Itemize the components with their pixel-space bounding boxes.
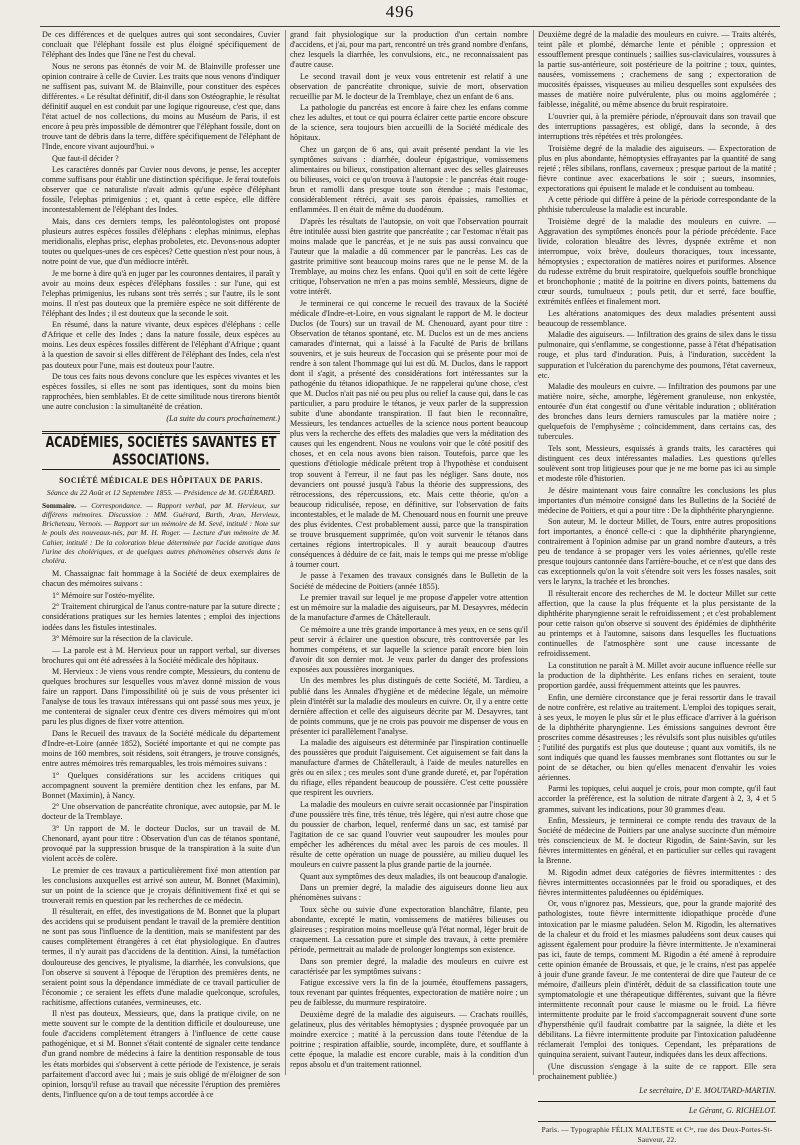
paragraph: 3° Un rapport de M. le docteur Duclos, sur un travail de M. Chenonard, ayant pour titre : Observation d'un cas de tétanos spontané, provoqué par la suppression brusque de la transpiration à la suite d'un violent accès de colère. bbox=[42, 823, 280, 864]
section-heading: ACADÉMIES, SOCIÉTÉS SAVANTES ET ASSOCIATIONS. bbox=[45, 433, 277, 469]
paragraph: La constitution ne paraît à M. Millet avoir aucune influence réelle sur la production de la diphthérite. Les enfans riches en seraient, toute proportion gardée, aussi fréquemment atteints que les pauvres. bbox=[538, 660, 776, 690]
paragraph: Je me borne à dire qu'à en juger par les couronnes dentaires, il paraît y avoir au moins deux espèces d'éléphans fossiles : sur l'une, qui est l'elephas primigenius, les rubans sont très serrés ; sur l'autre, ils le sont moins. Il n'est pas douteux que la première espèce ne soit différente de l'éléphant des Indes ; il est douteux que la seconde le soit. bbox=[42, 268, 280, 318]
paragraph: M. Rigodin admet deux catégories de fièvres intermittentes : des fièvres intermittentes occasionnées par le froid ou sporadiques, et des fièvres intermittentes paludéennes ou épidémiques. bbox=[538, 867, 776, 897]
paragraph: Je désire maintenant vous faire connaître les conclusions les plus importantes d'un mémoire consigné dans les Bulletins de la Société de médecine de Poitiers, et qui a pour titre : De la diphthérite pharyngienne. bbox=[538, 485, 776, 515]
top-rule bbox=[40, 26, 780, 27]
column-divider bbox=[285, 30, 286, 1075]
paragraph: D'après les résultats de l'autopsie, on voit que l'observation pourrait être intitulée aussi bien gastrite que pancréatite ; car l'estomac n'était pas moins malade que le pancréas, et je ne suis pas aussi convaincu que l'auteur que la maladie a dû commencer par le pancréas. Les cas de gastrite primitive sont beaucoup moins rares que ne le pense M. de la Tremblaye, au moins chez les enfans. Quoi qu'il en soit de cette légère critique, l'observation ne m'en a pas moins semblé, Messieurs, digne de votre intérêt. bbox=[290, 216, 528, 297]
paragraph: Ce mémoire a une très grande importance à mes yeux, en ce sens qu'il peut servir à éclairer une question obscure, très controversée par les hommes compétens, et sur laquelle la science paraît encore bien loin d'avoir dit son dernier mot. Je veux parler du danger des professions exposées aux poussières inorganiques. bbox=[290, 624, 528, 674]
paragraph: Parmi les topiques, celui auquel je crois, pour mon compte, qu'il faut accorder la préférence, est la solution de nitrate d'argent à 2, 3, 4 et 5 grammes, suivant les indications, pour 30 grammes d'eau. bbox=[538, 784, 776, 814]
column-2 bbox=[290, 30, 528, 1075]
printer-imprint: Paris. — Typographie FÉLIX MALTESTE et C¹ᵉ, rue des Deux-Portes-St-Sauveur, 22. bbox=[541, 1124, 773, 1144]
paragraph: 1° Mémoire sur l'ostéo-myélite. bbox=[52, 590, 155, 600]
paragraph: En résumé, dans la nature vivante, deux espèces d'éléphans : celle d'Afrique et celle des Indes ; dans la nature fossile, deux espèces au moins. Les deux espèces fossiles diffèrent de l'éléphant d'Afrique ; quant à la question de savoir si elles diffèrent de l'éléphant des Indes, cela n'est pas douteux pour l'une, mais est douteux pour l'autre. bbox=[42, 320, 280, 370]
paragraph: Deuxième degré de la maladie des aiguiseurs. — Crachats rouillés, gelatineux, plus des véritables hémoptysies ; dyspnée provoquée par un moindre exercice ; matité à la percussion dans toute l'étendue de la poitrine ; respiration affaiblie, sourde, incomplète, dure, et soufflante à cette époque, la maladie est encore curable, mais à la condition d'un repos absolu et d'un traitement rationnel. bbox=[290, 1009, 528, 1070]
paragraph: Il résulterait, en effet, des investigations de M. Bonnet que la plupart des accidens qui se produisent pendant le travail de la première dentition ne sont pas sous l'influence de la dentition, mais se manifestent par des causes complètement étrangères à cet état physiologique. En d'autres termes, il n'y aurait pas d'accidens de la dentition. Ainsi, la tuméfaction douloureuse des gencives, le ptyalisme, la diarrhée, les convulsions, que l'on observe si souvent à l'époque de l'éruption des premières dents, ne seraient point sous la dépendance immédiate de ce travail particulier de l'économie ; ce seraient les effets d'une maladie quelconque, scrofules, rachitisme, affections cutanées, vermineuses, etc. bbox=[42, 907, 280, 1007]
gerant-signature: Le Gérant, G. RICHELOT. bbox=[688, 1105, 776, 1115]
paragraph: Le second travail dont je veux vous entretenir est relatif à une observation de pancréatite chronique, suivie de mort, observation recueillie par M. le docteur de la Tremblaye, chez un enfant de 6 ans. bbox=[290, 71, 528, 101]
section-rule bbox=[42, 469, 280, 470]
paragraph: Maladie des mouleurs en cuivre. — Infiltration des poumons par une matière noire, sèche, amorphe, légèrement granuleuse, non enkystée, entourée d'un état congestif ou d'une véritable induration ; oblitération des bronches dans leurs derniers ramuscules par la matière noire ; quelquefois de l'emphysème ; coïncidemment, dans certains cas, des tubercules. bbox=[538, 382, 776, 442]
paragraph: Dans un premier degré, la maladie des aiguiseurs donne lieu aux phénomènes suivans : bbox=[290, 883, 528, 903]
signature-rule bbox=[538, 1101, 776, 1102]
paragraph: Je terminerai ce qui concerne le recueil des travaux de la Société médicale d'Indre-et-Loire, en vous signalant le rapport de M. le docteur Duclos (de Tours) sur un travail de M. Chenouard, ayant pour titre : Observation de tétanos spontané, etc. M. Duclos est un de mes anciens camarades d'internat, qui a laissé à la Faculté de Paris de brillans souvenirs, et je suis heureux de l'occasion qui se présente pour moi de rendre à son talent l'hommage qui lui est dû. M. Duclos, dans le rapport dont il s'agit, a présenté des considérations fort intéressantes sur la pathogénie du tétanos idiopathique. Je ne rappelerai qu'une chose, c'est que M. Duclos n'ait pas nié ou peu plus ou relief la cause qui, dans le cas particulier, a paru produire le tétanos, je veux parler de la suppression subite d'une abondante transpiration. Il faut bien le reconnaître, Messieurs, les tendances actuelles de la science nous portent beaucoup plus vers la recherche des effets des maladies que vers la méditation des causes qui les engendrent. Nous ne voulons voir que le côté positif des choses, et en cela nous avons bien raison. Toutefois, parce que les questions d'étiologie médicale prêtent trop à l'hypothèse et conduisent trop souvent à l'erreur, il ne faut pas les négliger. Sans doute, nos devanciers ont poussé jusqu'à l'abus la théorie des suppressions, des rétrocessions, des répercussions, etc. Mais cette théorie, qu'on a beaucoup ridiculisée, repose, en définitive, sur l'observation de faits incontestables, et le malade de M. Chenouard nous en fournit une preuve des plus évidentes. C'est probablement aussi, parce que la transpiration se trouve brusquement supprimée, qu'on voit survenir le tétanos dans certaines régions intertropicales. Il y aurait beaucoup d'autres conséquences à déduire de ce fait, mais le temps qui me presse m'oblige à tourner court. bbox=[290, 298, 528, 569]
paragraph: 3° Mémoire sur la résection de la clavicule. bbox=[52, 634, 193, 644]
paragraph: Enfin, Messieurs, je terminerai ce compte rendu des travaux de la Société de médecine de Poitiers par une analyse succincte d'un mémoire très consciencieux de M. le docteur Rigodin, de Saint-Savin, sur les fièvres intermittentes en général, et en particulier sur celles qui ravagent la Brenne. bbox=[538, 816, 776, 866]
session-line: Séance du 22 Août et 12 Septembre 1855. — Présidence de M. GUÉRARD. bbox=[46, 487, 276, 497]
paragraph: Un des membres les plus distingués de cette Société, M. Tardieu, a publié dans les Annales d'hygiène et de médecine légale, un mémoire plein d'intérêt sur la maladie des mouleurs en cuivre. Or, il y a entre cette dernière affection et celle des aiguiseurs décrite par M. Desayvres, tant de points communs, que je ne crois pas pouvoir me dispenser de vous en présenter ici parallèlement l'analyse. bbox=[290, 676, 528, 736]
paragraph: M. Hervieux : Je viens vous rendre compte, Messieurs, du contenu de quelques brochures sur lesquelles vous m'avez donné mission de vous faire un rapport. Dans l'impossibilité où je suis de vous présenter ici l'analyse de tous les travaux intéressans qui ont passé sous mes yeux, je me contenterai de signaler ceux d'entre ces divers mémoires qui m'ont paru les plus dignes de fixer votre attention. bbox=[42, 667, 280, 727]
paragraph: Enfin, une dernière circonstance que je ferai ressortir dans le travail de notre confrère, est relative au traitement. L'emploi des topiques serait, à ses yeux, le moyen le plus sûr et le plus efficace d'arriver à la guérison de la diphthérite pharyngienne. Les émissions sanguines devront être proscrites comme désastreuses ; les révulsifs sont plus nuisibles qu'utiles ; l'utilité des purgatifs est plus que douteuse ; quant aux vomitifs, ils ne sont indiqués que quand les fausses membranes sont flottantes ou sur le point de se détacher, ou bien qu'elles menacent d'envahir les voies aériennes. bbox=[538, 692, 776, 782]
column-1 bbox=[42, 30, 280, 1099]
paragraph: Quant aux symptômes des deux maladies, ils ont beaucoup d'analogie. bbox=[300, 871, 528, 881]
paragraph: Maladie des aiguiseurs. — Infiltration des grains de silex dans le tissu pulmonaire, qui s'enflamme, se congestionne, passe à l'état d'hépatisation rouge, et plus tard d'induration. Puis, à l'induration, succèdent la suppuration et l'ulcération du parenchyme des poumons, l'état caverneux, etc. bbox=[538, 330, 776, 380]
paragraph: La pathologie du pancréas est encore à faire chez les enfans comme chez les adultes, et tout ce qui pourra éclairer cette partie encore obscure de la science, sera toujours bien accueilli de la Société médicale des hôpitaux. bbox=[290, 103, 528, 143]
paragraph: 2° Traitement chirurgical de l'anus contre-nature par la suture directe ; considérations pratiques sur les hernies latentes ; emploi des injections iodées dans les fistules intestinales. bbox=[42, 602, 280, 632]
paragraph: Toux sèche ou suivie d'une expectoration blanchâtre, filante, peu abondante, excepté le matin, vomissemens de matières bilieuses ou glaireuses ; respiration moins moelleuse qu'à l'état normal, léger bruit de craquement. La cessation pure et simple des travaux, à cette première période, permettrait au malade de prolonger longtemps son existence. bbox=[290, 904, 528, 955]
paragraph: Les caractères donnés par Cuvier nous devons, je pense, les accepter comme suffisans pour établir une distinction spécifique. Je ferai toutefois observer que ce naturaliste n'avait admis qu'une espèce d'éléphant fossile, l'elephas primigenius ; et, quant à cette espèce, elle diffère incontestablement de l'éléphant des Indes. bbox=[42, 165, 280, 215]
paragraph: La maladie des mouleurs en cuivre serait occasionnée par l'inspiration d'une poussière très fine, très ténue, très légère, qui n'est autre chose que du poussier de charbon, lequel, renfermé dans un sac, est tamisé par l'agitation de ce sac quand l'ouvrier veut saupoudrer les moules pour empêcher les adhérences du métal avec les parois de ces moules. Il résulte de cette opération un nuage de poussière, au milieu duquel les mouleurs en cuivre passent la plus grande partie de la journée. bbox=[290, 800, 528, 870]
paragraph: Le premier de ces travaux a particulièrement fixé mon attention par les conclusions auxquelles est arrivé son auteur, M. Bonnet (Maximin), sur un point de la science que je croyais définitivement fixé et qui se trouverait remis en question par les recherches de ce médecin. bbox=[42, 865, 280, 905]
society-title: SOCIÉTÉ MÉDICALE DES HÔPITAUX DE PARIS. bbox=[59, 475, 263, 485]
paragraph: Tels sont, Messieurs, esquissés à grands traits, les caractères qui distinguent ces deux intéressantes maladies. Les questions qu'elles soulèvent sont trop litigieuses pour que je ne me borne pas ici au simple et modeste rôle d'historien. bbox=[538, 443, 776, 484]
column-3 bbox=[538, 30, 776, 1144]
paragraph: A cette période qui diffère à peine de la période correspondante de la phthisie tuberculeuse la maladie est incurable. bbox=[538, 195, 776, 215]
secretary-signature: Le secrétaire, D' E. MOUTARD-MARTIN. bbox=[639, 1085, 776, 1095]
paragraph: Troisième degré de la maladie des mouleurs en cuivre. — Aggravation des symptômes énoncés pour la période précédente. Face livide, coloration bleuâtre des lèvres, dyspnée extrême et non interrompue, voix brève, douleurs thoraciques, toux incessante, hémoptysies ; expectoration de matières noires et puriformes. Absence du rudesse extrême du bruit respiratoire, quelquefois souffle bronchique et bronchophonie ; matité de la poitrine en divers points, battemens du cœur sourds, tumultueux ; pouls petit, dur et serré, face bouffie, extrémités enflées et finalement mort. bbox=[538, 216, 776, 307]
paragraph: Il résulterait encore des recherches de M. le docteur Millet sur cette affection, que la cause la plus fréquente et la plus persistante de la diphthérite pharyngienne serait le refroidissement ; et c'est probablement pour cette raison qu'on observe si souvent des épidémies de diphthérite au printemps et à l'automne, saisons dans lesquelles les fluctuations continuelles de l'atmosphère sont une cause incessante de refroidissement. bbox=[538, 589, 776, 659]
summary bbox=[42, 501, 280, 565]
paragraph: De ces différences et de quelques autres qui sont secondaires, Cuvier concluait que l'éléphant fossile est plus éloigné spécifiquement de l'éléphant des Indes que l'âne ne l'est du cheval. bbox=[42, 30, 280, 60]
paragraph: Deuxième degré de la maladie des mouleurs en cuivre. — Traits altérés, teint pâle et plombé, démarche lente et pénible ; oppression et essoufflement presque continuels ; saillies sus-claviculaires, voussures à la partie sus-antérieure, soit postérieure de la poitrine ; toux, quintes, nausées, vomissemens ; crachemens de sang ; expectoration de mucosités épaisses, visqueuses au milieu desquelles sont expulsées des masses de matière noire pulvérulente, plus ou moins agglomérée ; faiblesse, inégalité, ou même absence du bruit respiratoire. bbox=[538, 30, 776, 110]
paragraph: Fatigue excessive vers la fin de la journée, étouffemens passagers, toux revenant par quintes fréquentes, expectoration de matière noire ; un peu de faiblesse, du murmure respiratoire. bbox=[290, 978, 528, 1008]
paragraph: La maladie des aiguiseurs est déterminée par l'inspiration continuelle des poussières que produit l'aiguisement. Cet aiguisement se fait dans la manufacture d'armes de Châtellerault, à l'aide de meules naturelles en grès ou en silex ; ces meules sont d'une grande dureté, et, par l'opération du rifiage, elles répandent beaucoup de poussière. C'est cette poussière que respirent les ouvriers. bbox=[290, 738, 528, 798]
paragraph: Les altérations anatomiques des deux maladies présentent aussi beaucoup de ressemblance. bbox=[538, 308, 776, 328]
paragraph: Dans le Recueil des travaux de la Société médicale du département d'Indre-et-Loire (année 1852), Société importante et qui ne compte pas moins de 160 membres, soit résidens, soit étrangers, je trouve consignés, entre autres mémoires très remarquables, les trois mémoires suivans : bbox=[42, 729, 280, 769]
paragraph: Or, vous n'ignorez pas, Messieurs, que, pour la grande majorité des pathologistes, toute fièvre intermittente idiopathique procède d'une intoxication par le miasme paludéen. Selon M. Rigodin, les alternatives de la chaleur et du froid et les miasmes paludéens sont deux causes qui agissent également pour produire la fièvre intermittente. Je n'examinerai pas ici, faute de temps, comment M. Rigodin a été amené à reproduire cette opinion émanée de Broussais, et que, je le crains, n'est pas appelée à jouir d'une grande faveur. Je me contenterai de dire que l'auteur de ce mémoire, d'ailleurs plein d'intérêt, déduit de sa classification toute une symptomatologie et une thérapeutique différentes, suivant que la fièvre intermittente reconnaît pour cause le miasme ou le froid. La fièvre intermittente produite par le froid s'accompagnerait souvent d'une sorte d'hypersthénie qu'il faudrait combattre par la saignée, la diète et les débilitans. La fièvre intermittente produite par l'intoxication paludéenne réclamerait l'emploi des toniques. Cependant, les préparations de quinquina seraient, suivant l'auteur, indiquées dans les deux affections. bbox=[538, 899, 776, 1060]
paragraph: Le premier travail sur lequel je me propose d'appeler votre attention est un mémoire sur la maladie des aiguiseurs, par M. Desayvres, médecin de la manufacture d'armes de Châtellerault. bbox=[290, 593, 528, 623]
paragraph: M. Chassaignac fait hommage à la Société de deux exemplaires de chacun des mémoires suivans : bbox=[42, 569, 280, 589]
paragraph: De tous ces faits nous devons conclure que les espèces vivantes et les espèces fossiles, si elles ne sont pas identiques, sont du moins bien rapprochées, bien semblables. Et de cette similitude nous tirerons bientôt une autre conclusion : la simultanéité de création. bbox=[42, 372, 280, 412]
paragraph: 1° Quelques considérations sur les accidens critiques qui accompagnent souvent la première dentition chez les enfans, par M. Bonnet (Maximin), à Nancy. bbox=[42, 770, 280, 800]
page-number: 496 bbox=[385, 2, 415, 21]
paragraph: Je passe à l'examen des travaux consignés dans le Bulletin de la Société de médecine de Poitiers (année 1855). bbox=[290, 571, 528, 591]
paragraph: (Une discussion s'engage à la suite de ce rapport. Elle sera prochainement publiée.) bbox=[538, 1061, 776, 1081]
summary-lead: Sommaire. bbox=[42, 500, 77, 510]
paragraph: L'ouvrier qui, à la première période, n'éprouvait dans son travail que des interruptions passagères, est obligé, dans la seconde, à des interruptions très répétées et très prolongées. bbox=[538, 111, 776, 141]
column-divider bbox=[533, 30, 534, 1075]
paragraph: Dans son premier degré, la maladie des mouleurs en cuivre est caractérisée par les symptômes suivans : bbox=[290, 956, 528, 976]
paragraph: 2° Une observation de pancréatite chronique, avec autopsie, par M. le docteur de la Tremblaye. bbox=[42, 802, 280, 822]
paragraph: Mais, dans ces derniers temps, les paléontologistes ont proposé plusieurs autres espèces fossiles d'éléphans : elephas minimus, elephas meridionalis, elephas prisc, elephas proboletes, etc. Devons-nous adopter toutes ou quelques-unes de ces espèces? Cette question n'est pour nous, à notre point de vue, que d'un médiocre intérêt. bbox=[42, 216, 280, 267]
summary-text: — Correspondance. — Rapport verbal, par M. Hervieux, sur différens mémoires. Discussion : MM. Guérard, Barth, Aran, Hervieux, Bricheteau, Vernois. — Rapport sur un mémoire de M. Sevé, intitulé : Note sur le pouls des nouveaux-nés, par M. H. Roger. — Lecture d'un mémoire de M. Cahier, intitulé : De la coloration bleue déterminée par l'acide azotique dans l'urine des cholériques, et de quelques autres phénomènes observés dans le choléra. bbox=[42, 500, 280, 566]
paragraph: Son auteur, M. le docteur Millet, de Tours, entre autres propositions fort importantes, a énoncé celle-ci : que la diphthérite pharyngienne, contrairement à l'opinion admise par un grand nombre d'auteurs, a très peu de tendance à se propager vers les voies aériennes, qu'elle reste presque toujours cantonnée dans l'arrière-bouche, et ce n'est que dans des cas exceptionnels qu'on la voit s'étendre soit vers les fosses nasales, soit vers le larynx, la trachée et les bronches. bbox=[538, 517, 776, 587]
paragraph: Troisième degré de la maladie des aiguiseurs. — Expectoration de plus en plus abondante, hémoptysies effrayantes par la quantité de sang rejeté ; rêles sibilans, ronflans, caverneux ; presque partout de la matité ; fièvre continue avec exacerbations le soir ; sueurs, insomnies, expectorations qui épuisent le malade et le conduisent au tombeau. bbox=[538, 143, 776, 193]
imprint-rule bbox=[538, 1121, 776, 1122]
paragraph: Que faut-il décider ? bbox=[52, 153, 119, 163]
to-be-continued-note: (La suite du cours prochainement.) bbox=[166, 413, 280, 423]
paragraph: grand fait physiologique sur la production d'un certain nombre d'accidens, et j'ai, pour ma part, rencontré un très grand nombre d'enfans, chez lesquels la diarrhée, les convulsions, etc., ne reconnaissaient pas d'autre cause. bbox=[290, 30, 528, 70]
paragraph: — La parole est à M. Hervieux pour un rapport verbal, sur diverses brochures qui ont été adressées à la Société médicale des hôpitaux. bbox=[42, 645, 280, 665]
paragraph: Chez un garçon de 6 ans, qui avait présenté pendant la vie les symptômes suivans : diarrhée, douleur épigastrique, vomissemens alimentaires ou bilieux, constipation alternant avec des selles glaireuses ou bilieuses, voici ce qu'on trouva à l'autopsie : le pancréas était rouge-brun et ramolli dans presque toute son étendue ; mais l'estomac, considérablement rétréci, avait ses parois épaissies, ramollies et enflammées. Il en était de même du duodénum. bbox=[290, 145, 528, 215]
paragraph: Il n'est pas douteux, Messieurs, que, dans la pratique civile, on ne mette souvent sur le compte de la dentition difficile et douloureuse, une foule d'accidens complètement étrangers à l'influence de cette cause pathogénique, et si M. Bonnet s'était contenté de signaler cette tendance d'un grand nombre de médecins à faire la dentition responsable de tous les états morbides qui s'observent à cette période de l'existence, je serais parfaitement d'accord avec lui ; mais je suis obligé de m'éloigner de son opinion, lorsqu'il refuse au travail que nécessite l'éruption des premières dents, l'influence qu'on a de tout temps accordée à ce bbox=[42, 1009, 280, 1099]
paragraph: Nous ne serons pas étonnés de voir M. de Blainville professer une opinion contraire à celle de Cuvier. Les traits que nous venons d'indiquer ne suffisent pas, suivant M. de Blainville, pour constituer des espèces différentes. « Le résultat définitif, dit-il dans son Ostéographie, le résultat définitif auquel en est conduit par une logique rigoureuse, c'est que, dans l'état actuel de nos collections, du moins au Muséum de Paris, il est encore à peu près impossible de démontrer que l'éléphant fossile, dont on trouve tant de débris dans la terre, diffère spécifiquement de l'éléphant de l'Inde, encore vivant aujourd'hui. » bbox=[42, 61, 280, 152]
